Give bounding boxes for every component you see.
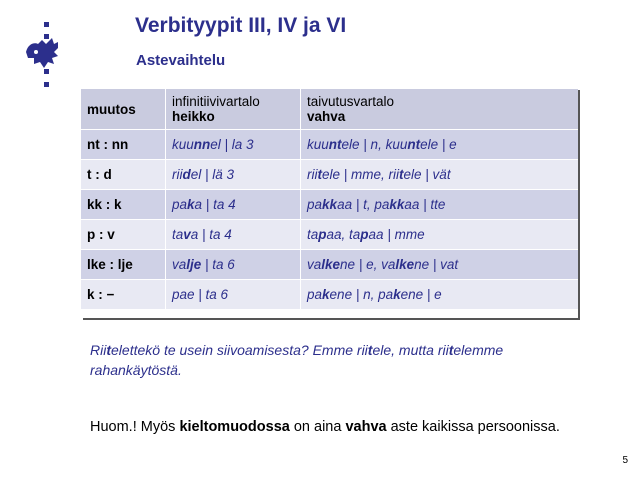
strong-stem-segment: ele | mme, rii xyxy=(322,167,400,182)
strong-stem-segment: k xyxy=(393,287,401,302)
strong-stem-segment: nt xyxy=(407,137,421,152)
table-row xyxy=(81,220,578,250)
strong-stem-segment: nt xyxy=(328,137,342,152)
weak-stem-segment: a | ta 4 xyxy=(194,197,236,212)
strong-stem-segment: p xyxy=(318,227,327,242)
note-segment: kieltomuodossa xyxy=(179,419,290,435)
strong-stem-segment: kk xyxy=(389,197,405,212)
weak-stem-example xyxy=(166,130,301,160)
note-segment: Huom.! Myös xyxy=(90,419,180,435)
example-segment: elettekö te usein siivoamisesta? Emme rii xyxy=(111,342,368,358)
weak-stem-segment: pa xyxy=(172,197,188,212)
table-header-row xyxy=(81,89,578,130)
university-logo xyxy=(22,22,80,88)
gradation-change: kk : k xyxy=(81,190,166,220)
strong-stem-segment: rii xyxy=(307,167,318,182)
strong-stem-segment: kk xyxy=(322,197,338,212)
strong-stem-segment: ta xyxy=(307,227,319,242)
example-segment: Rii xyxy=(90,342,107,358)
table-row xyxy=(81,130,578,160)
weak-stem-segment: kuu xyxy=(172,137,194,152)
gradation-change: t : d xyxy=(81,160,166,190)
table-row xyxy=(81,250,578,280)
gradation-change: lke : lje xyxy=(81,250,166,280)
strong-stem-segment: ne | e, va xyxy=(340,257,396,272)
table-row xyxy=(81,160,578,190)
weak-stem-segment: | ta 6 xyxy=(201,257,235,272)
weak-stem-segment: pae | ta 6 xyxy=(172,287,229,302)
strong-stem-segment: pa xyxy=(307,197,323,212)
header-strong-label: vahva xyxy=(307,109,346,124)
strong-stem-example xyxy=(301,220,579,250)
page-title: Verbityypit III, IV ja VI xyxy=(135,14,347,37)
header-infinitive-label: infinitiivivartalo xyxy=(172,94,260,109)
weak-stem-example xyxy=(166,280,301,310)
weak-stem-segment: el | la 3 xyxy=(210,137,254,152)
weak-stem-example xyxy=(166,220,301,250)
strong-stem-example xyxy=(301,130,579,160)
header-weak-label: heikko xyxy=(172,109,215,124)
strong-stem-segment: aa | mme xyxy=(368,227,425,242)
strong-stem-example xyxy=(301,280,579,310)
strong-stem-segment: ele | vät xyxy=(403,167,451,182)
note-text xyxy=(90,417,560,438)
weak-stem-example xyxy=(166,160,301,190)
strong-stem-segment: aa | tte xyxy=(404,197,446,212)
page-subtitle: Astevaihtelu xyxy=(136,52,226,69)
strong-stem-segment: lke xyxy=(395,257,415,272)
weak-stem-example xyxy=(166,190,301,220)
gradation-change: k : − xyxy=(81,280,166,310)
strong-stem-segment: pa xyxy=(307,287,323,302)
strong-stem-segment: lke xyxy=(321,257,341,272)
weak-stem-segment: el | lä 3 xyxy=(190,167,235,182)
strong-stem-segment: t xyxy=(317,167,322,182)
example-sentence xyxy=(90,340,580,380)
strong-stem-example xyxy=(301,250,579,280)
example-segment: elemme rahankäytöstä. xyxy=(90,342,504,378)
weak-stem-segment: rii xyxy=(172,167,183,182)
header-inflection-stem xyxy=(301,89,579,130)
strong-stem-segment: aa | t, pa xyxy=(337,197,390,212)
gradation-change: nt : nn xyxy=(81,130,166,160)
weak-stem-example xyxy=(166,250,301,280)
example-segment: ele, mutta rii xyxy=(372,342,449,358)
weak-stem-segment: ta xyxy=(172,227,184,242)
note-segment: aste kaikissa persoonissa. xyxy=(386,419,560,435)
strong-stem-segment: ele | n, kuu xyxy=(341,137,408,152)
strong-stem-segment: k xyxy=(322,287,330,302)
strong-stem-example xyxy=(301,190,579,220)
header-change: muutos xyxy=(81,89,166,130)
consonant-gradation-table xyxy=(81,88,578,309)
strong-stem-example xyxy=(301,160,579,190)
weak-stem-segment: nn xyxy=(193,137,211,152)
strong-stem-segment: ene | n, pa xyxy=(329,287,394,302)
note-segment: vahva xyxy=(345,419,387,435)
weak-stem-segment: k xyxy=(187,197,195,212)
strong-stem-segment: t xyxy=(399,167,404,182)
note-segment: on aina xyxy=(289,419,346,435)
example-segment: t xyxy=(367,342,373,358)
example-segment: t xyxy=(106,342,112,358)
header-inflection-label: taivutusvartalo xyxy=(307,94,395,109)
table-row xyxy=(81,280,578,310)
strong-stem-segment: ene | e xyxy=(400,287,442,302)
page-number: 5 xyxy=(622,455,628,466)
header-infinitive-stem xyxy=(166,89,301,130)
weak-stem-segment: a | ta 4 xyxy=(190,227,232,242)
weak-stem-segment: lje xyxy=(186,257,202,272)
example-segment: t xyxy=(448,342,454,358)
weak-stem-segment: v xyxy=(183,227,191,242)
strong-stem-segment: p xyxy=(360,227,369,242)
strong-stem-segment: ele | e xyxy=(420,137,457,152)
strong-stem-segment: ne | vat xyxy=(414,257,459,272)
strong-stem-segment: kuu xyxy=(307,137,329,152)
table-row xyxy=(81,190,578,220)
weak-stem-segment: va xyxy=(172,257,187,272)
strong-stem-segment: aa, ta xyxy=(326,227,361,242)
gradation-change: p : v xyxy=(81,220,166,250)
strong-stem-segment: va xyxy=(307,257,322,272)
weak-stem-segment: d xyxy=(182,167,191,182)
